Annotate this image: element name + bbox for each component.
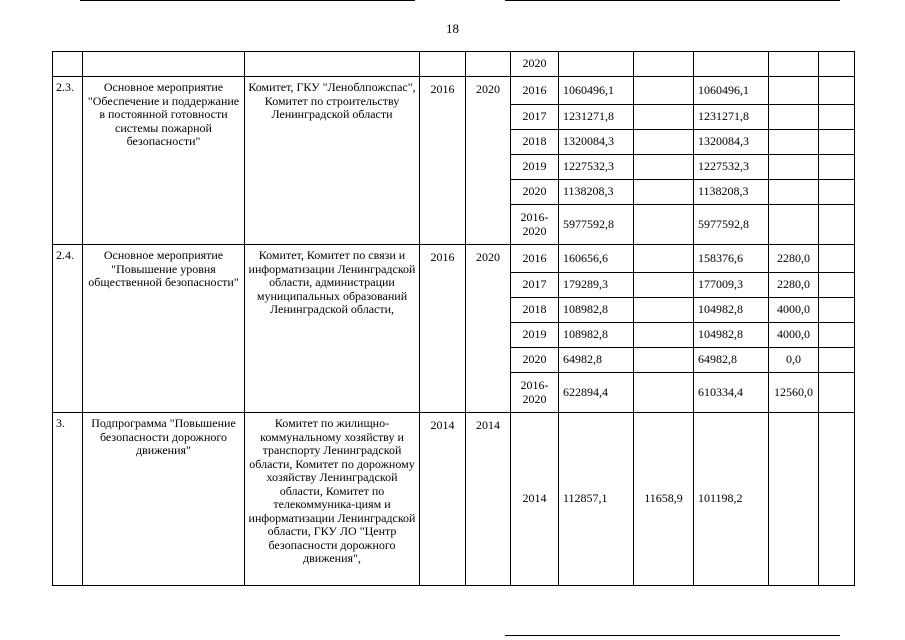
cell	[83, 52, 245, 77]
table-row	[53, 413, 855, 586]
funding-cell	[634, 130, 694, 155]
total-cell: 622894,4	[559, 373, 634, 413]
cell	[819, 180, 855, 205]
funding-cell: 11658,9	[634, 413, 694, 586]
table-row	[53, 77, 855, 105]
funding-cell	[634, 205, 694, 245]
regional-budget-cell: 610334,4	[694, 373, 769, 413]
funding-cell	[634, 155, 694, 180]
row-number: 2.3.	[53, 77, 83, 245]
total-cell: 112857,1	[559, 413, 634, 586]
end-year: 2020	[466, 77, 511, 245]
total-cell: 64982,8	[559, 348, 634, 373]
total-cell: 1231271,8	[559, 105, 634, 130]
funding-cell	[634, 245, 694, 273]
regional-budget-cell: 104982,8	[694, 298, 769, 323]
local-budget-cell	[769, 413, 819, 586]
cell	[819, 348, 855, 373]
total-cell: 1060496,1	[559, 77, 634, 105]
local-budget-cell	[769, 155, 819, 180]
bottom-rule	[505, 635, 840, 636]
period-cell: 2016	[511, 245, 559, 273]
period-cell: 2018	[511, 130, 559, 155]
program-table	[52, 51, 855, 586]
table-row	[53, 52, 855, 77]
regional-budget-cell: 158376,6	[694, 245, 769, 273]
period-cell: 2014	[511, 413, 559, 586]
period-cell: 2019	[511, 323, 559, 348]
cell	[694, 52, 769, 77]
measure-name: Подпрограмма "Повышение безопасности дорожного движения"	[83, 413, 245, 586]
end-year: 2020	[466, 245, 511, 413]
total-cell: 1138208,3	[559, 180, 634, 205]
total-cell: 108982,8	[559, 298, 634, 323]
local-budget-cell: 0,0	[769, 348, 819, 373]
table-row	[53, 245, 855, 273]
total-cell: 179289,3	[559, 273, 634, 298]
start-year: 2014	[420, 413, 466, 586]
regional-budget-cell: 1231271,8	[694, 105, 769, 130]
top-rule-right	[505, 0, 840, 1]
local-budget-cell	[769, 180, 819, 205]
measure-name: Основное мероприятие "Повышение уровня общественной безопасности"	[83, 245, 245, 413]
funding-cell	[634, 273, 694, 298]
local-budget-cell: 4000,0	[769, 298, 819, 323]
local-budget-cell	[769, 130, 819, 155]
cell	[53, 52, 83, 77]
total-cell: 5977592,8	[559, 205, 634, 245]
regional-budget-cell: 1320084,3	[694, 130, 769, 155]
cell	[466, 52, 511, 77]
cell	[819, 373, 855, 413]
cell	[559, 52, 634, 77]
cell	[819, 323, 855, 348]
period-cell: 2017	[511, 273, 559, 298]
period-cell: 2020	[511, 180, 559, 205]
funding-cell	[634, 323, 694, 348]
period-cell: 2020	[511, 52, 559, 77]
funding-cell	[634, 298, 694, 323]
cell	[819, 155, 855, 180]
regional-budget-cell: 1138208,3	[694, 180, 769, 205]
cell	[245, 52, 420, 77]
cell	[819, 205, 855, 245]
cell	[819, 413, 855, 586]
total-cell: 108982,8	[559, 323, 634, 348]
start-year: 2016	[420, 245, 466, 413]
cell	[769, 52, 819, 77]
cell	[634, 52, 694, 77]
cell	[819, 298, 855, 323]
local-budget-cell	[769, 105, 819, 130]
regional-budget-cell: 177009,3	[694, 273, 769, 298]
cell	[420, 52, 466, 77]
regional-budget-cell: 1227532,3	[694, 155, 769, 180]
period-cell: 2018	[511, 298, 559, 323]
regional-budget-cell: 104982,8	[694, 323, 769, 348]
period-cell: 2016- 2020	[511, 373, 559, 413]
local-budget-cell: 2280,0	[769, 245, 819, 273]
local-budget-cell: 4000,0	[769, 323, 819, 348]
total-cell: 1227532,3	[559, 155, 634, 180]
regional-budget-cell: 101198,2	[694, 413, 769, 586]
cell	[819, 273, 855, 298]
local-budget-cell: 2280,0	[769, 273, 819, 298]
funding-cell	[634, 373, 694, 413]
cell	[819, 130, 855, 155]
period-cell: 2017	[511, 105, 559, 130]
period-cell: 2016	[511, 77, 559, 105]
responsible-executor: Комитет, ГКУ "Леноблпожспас", Комитет по строительству Ленинградской области	[245, 77, 420, 245]
top-rule-left	[80, 0, 415, 1]
regional-budget-cell: 64982,8	[694, 348, 769, 373]
local-budget-cell	[769, 77, 819, 105]
cell	[819, 245, 855, 273]
row-number: 2.4.	[53, 245, 83, 413]
responsible-executor: Комитет по жилищно-коммунальному хозяйству и транспорту Ленинградской области, Комитет по дорожному хозяйству Ленинградской области, Комитет по телекоммуника-циям и информатизации Ленинградской области, ГКУ ЛО "Центр безопасности дорожного движения",	[245, 413, 420, 586]
funding-cell	[634, 77, 694, 105]
regional-budget-cell: 5977592,8	[694, 205, 769, 245]
funding-cell	[634, 348, 694, 373]
cell	[819, 77, 855, 105]
funding-cell	[634, 180, 694, 205]
responsible-executor: Комитет, Комитет по связи и информатизации Ленинградской области, администрации муниципальных образований Ленинградской области,	[245, 245, 420, 413]
regional-budget-cell: 1060496,1	[694, 77, 769, 105]
period-cell: 2020	[511, 348, 559, 373]
row-number: 3.	[53, 413, 83, 586]
total-cell: 1320084,3	[559, 130, 634, 155]
total-cell: 160656,6	[559, 245, 634, 273]
cell	[819, 105, 855, 130]
end-year: 2014	[466, 413, 511, 586]
start-year: 2016	[420, 77, 466, 245]
local-budget-cell: 12560,0	[769, 373, 819, 413]
period-cell: 2016- 2020	[511, 205, 559, 245]
cell	[819, 52, 855, 77]
local-budget-cell	[769, 205, 819, 245]
funding-cell	[634, 105, 694, 130]
period-cell: 2019	[511, 155, 559, 180]
measure-name: Основное мероприятие "Обеспечение и поддержание в постоянной готовности системы пожарной безопасности"	[83, 77, 245, 245]
page-number: 18	[446, 21, 459, 36]
